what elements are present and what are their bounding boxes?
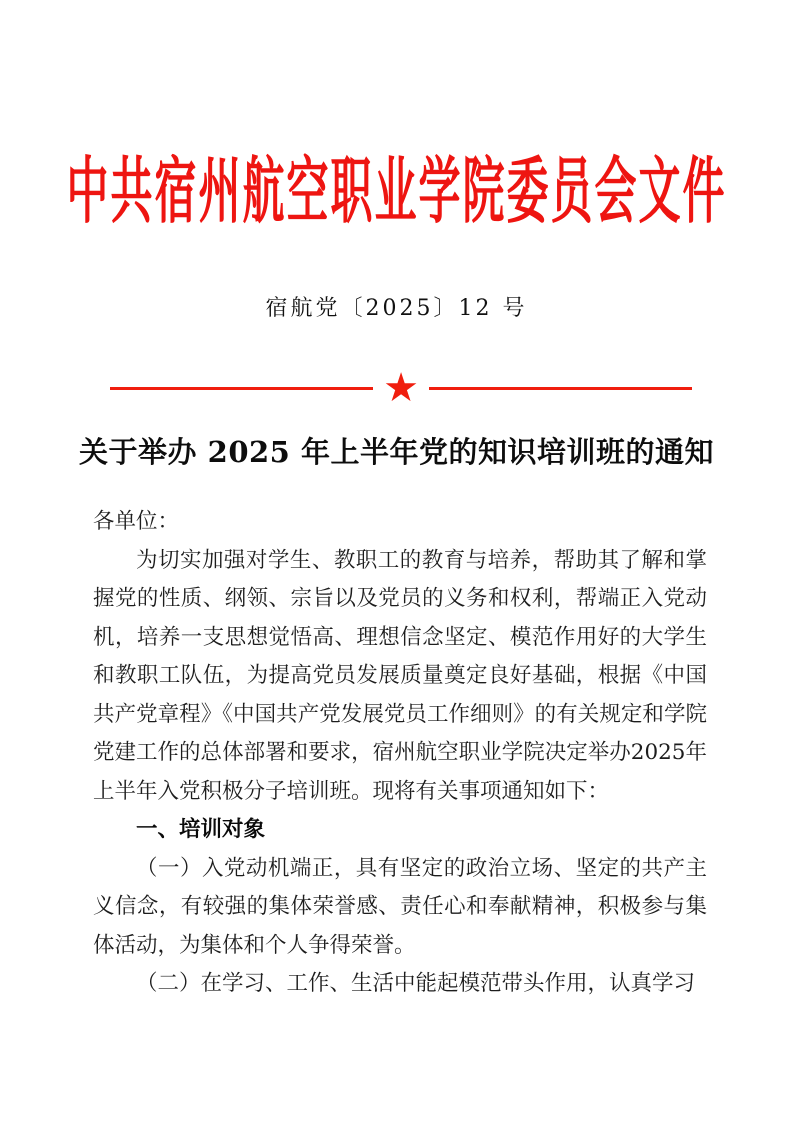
document-body [93, 503, 707, 1004]
letterhead [0, 142, 793, 242]
red-rule-separator [110, 366, 692, 410]
intro-paragraph: 为切实加强对学生、教职工的教育与培养，帮助其了解和掌握党的性质、纲领、宗旨以及党员的义务和权利，帮端正入党动机，培养一支思想觉悟高、理想信念坚定、模范作用好的大学生和教职工队伍，为提高党员发展质量奠定良好基础，根据《中国共产党章程》《中国共产党发展党员工作细则》的有关规定和学院党建工作的总体部署和要求，宿州航空职业学院决定举办2025年上半年入党积极分子培训班。现将有关事项通知如下： [93, 547, 707, 804]
document-title: 关于举办 2025 年上半年党的知识培训班的通知 [79, 435, 714, 469]
letterhead-title: 中共宿州航空职业学院委员会文件 [66, 149, 727, 234]
salutation: 各单位： [93, 509, 180, 534]
section-1-item-1: （一）入党动机端正，具有坚定的政治立场、坚定的共产主义信念，有较强的集体荣誉感、责任心和奉献精神，积极参与集体活动，为集体和个人争得荣誉。 [93, 855, 707, 958]
section-1-item-2: （二）在学习、工作、生活中能起模范带头作用，认真学习 [136, 971, 696, 996]
red-rule-right [429, 387, 692, 390]
star-icon: ★ [383, 365, 419, 411]
section-1-heading: 一、培训对象 [136, 817, 266, 842]
document-number: 宿航党〔2025〕12 号 [265, 296, 528, 321]
red-rule-left [110, 387, 373, 390]
